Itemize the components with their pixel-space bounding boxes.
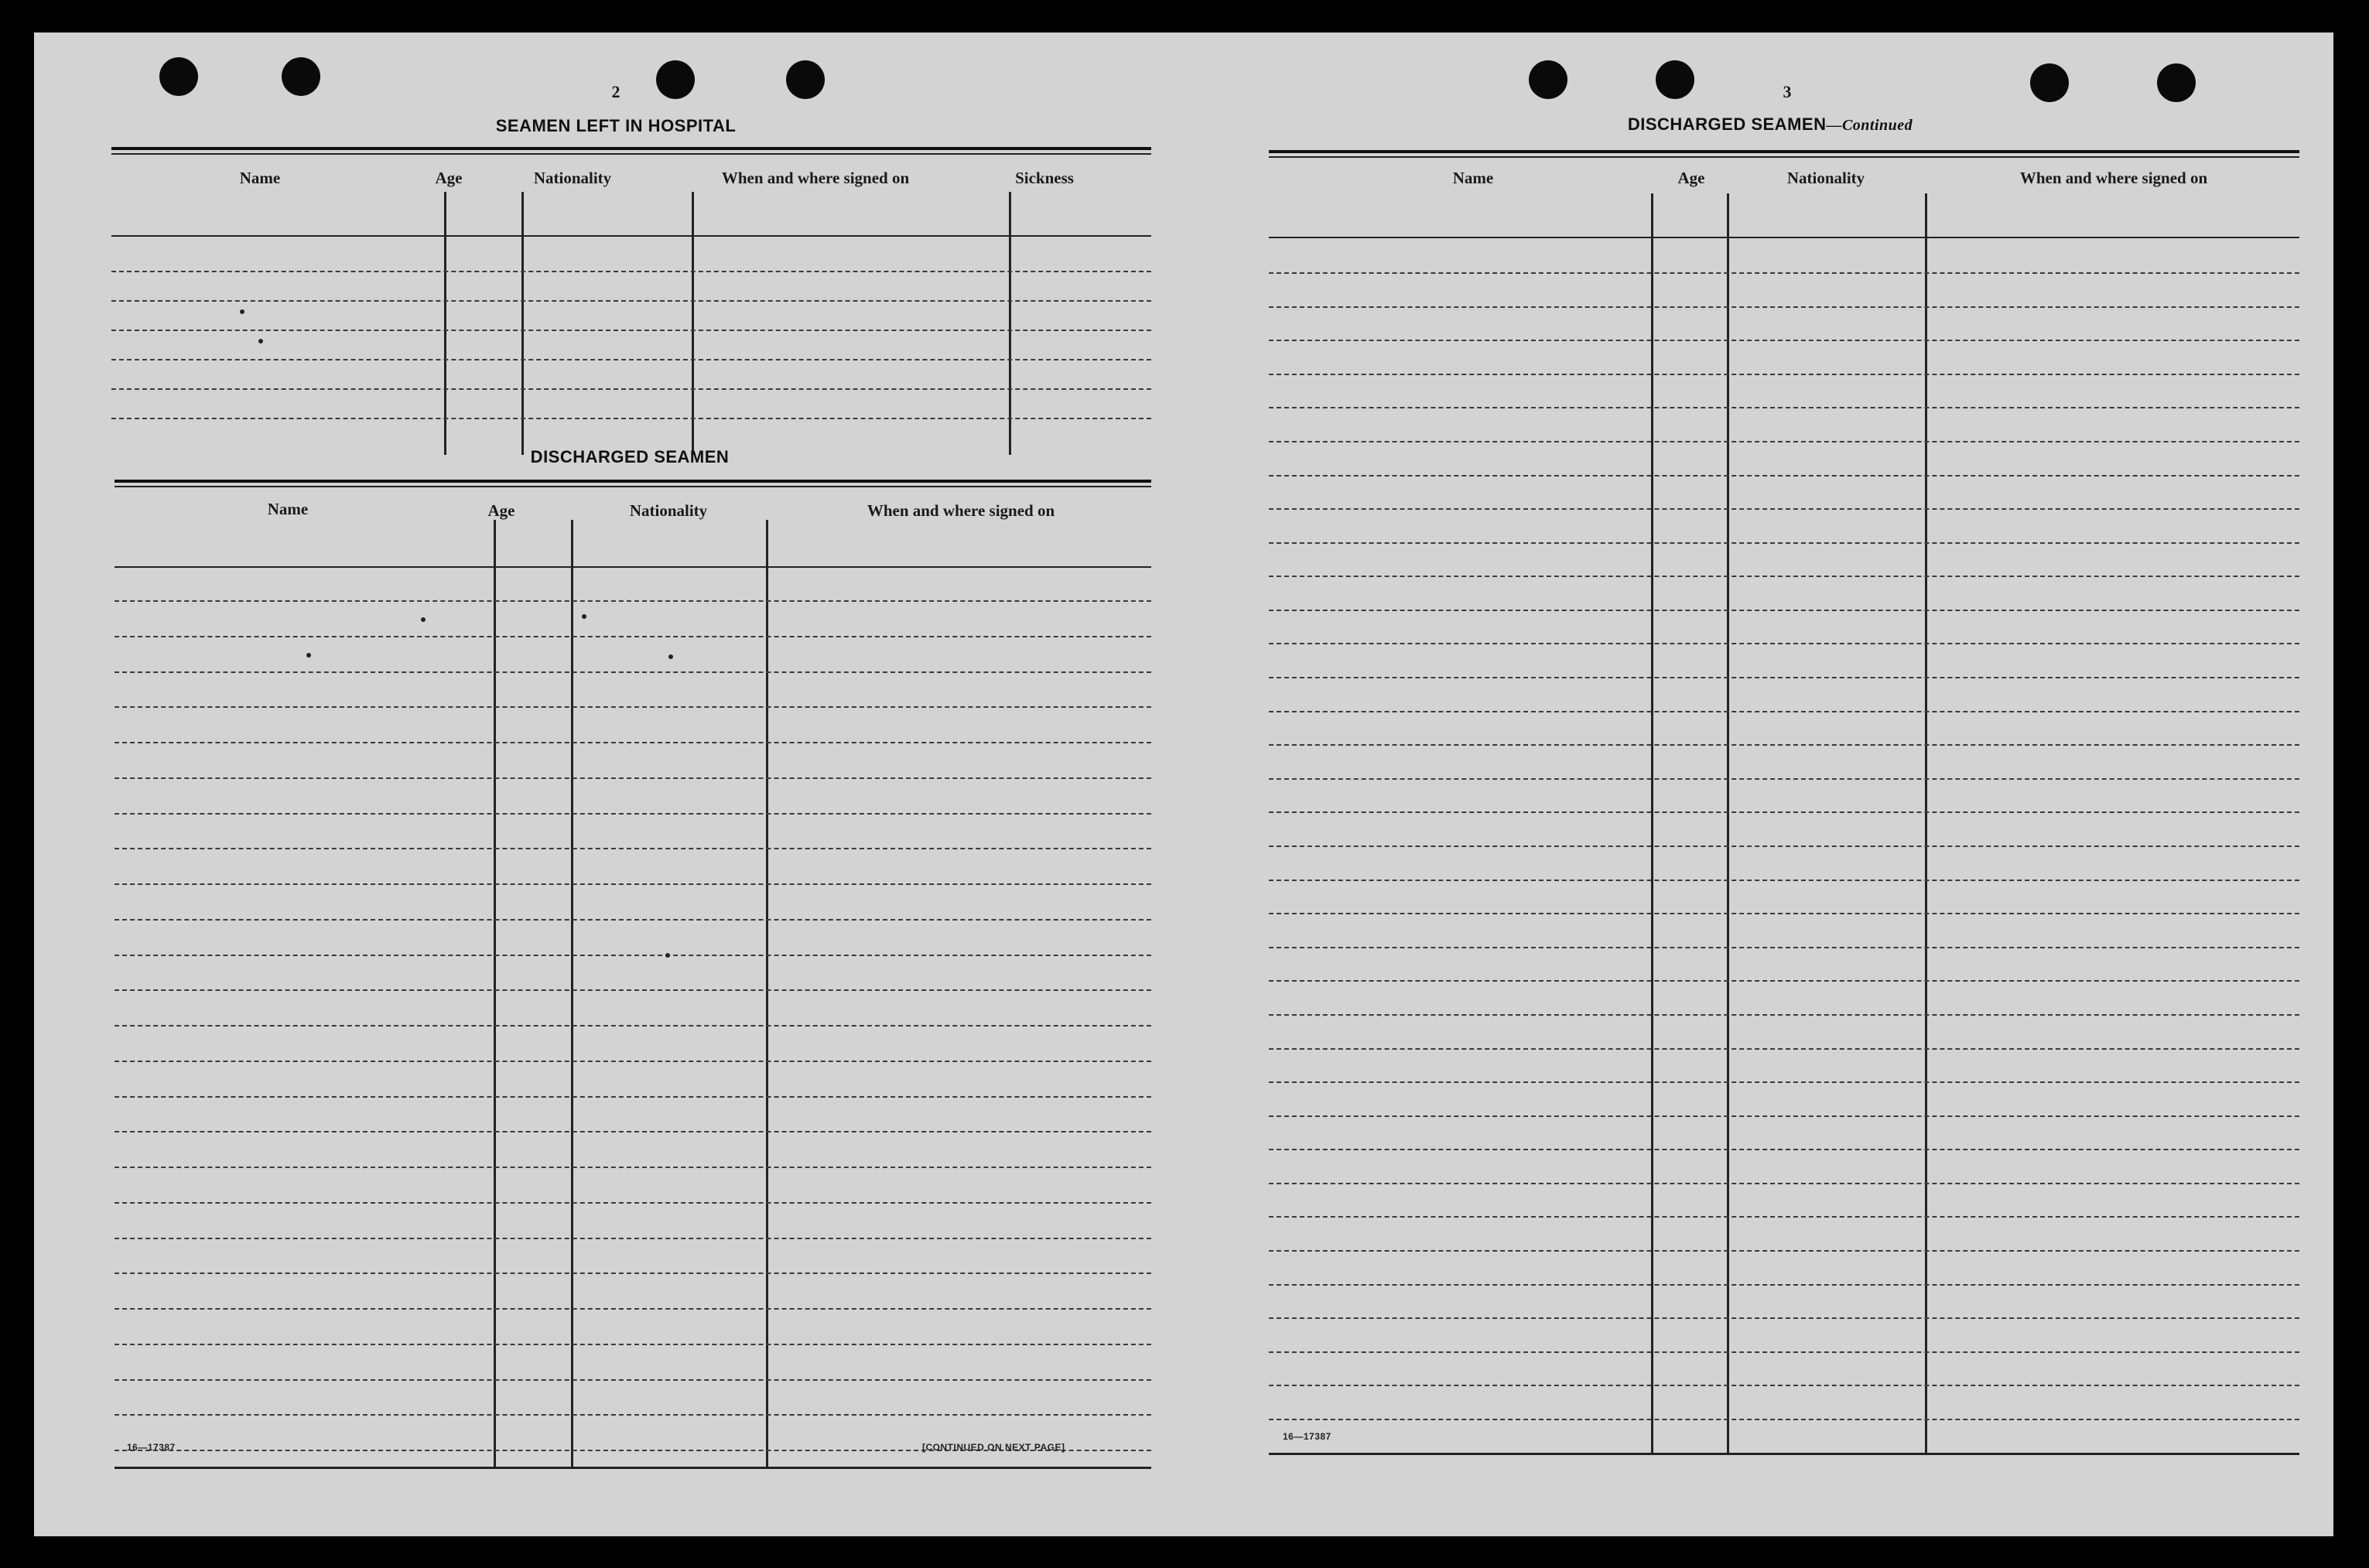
title-main: DISCHARGED SEAMEN (1627, 114, 1827, 134)
table-row (115, 742, 1151, 743)
table-row (1269, 508, 2299, 510)
punch-hole (2157, 63, 2196, 102)
document-sheet (34, 32, 2333, 1536)
table-row (1269, 1317, 2299, 1319)
table-row (1269, 1183, 2299, 1184)
title-suffix: —Continued (1826, 117, 1913, 134)
punch-hole (282, 57, 320, 96)
punch-hole (159, 57, 198, 96)
table-row (1269, 778, 2299, 780)
table-row (115, 848, 1151, 849)
table-row (1269, 1216, 2299, 1218)
table-row (115, 1414, 1151, 1416)
column-header-when-where: When and where signed on (867, 501, 1055, 520)
table-row (115, 919, 1151, 921)
punch-hole (656, 60, 695, 99)
right-page-number: 3 (1783, 82, 1792, 101)
table-row (1269, 913, 2299, 914)
table-row (1269, 811, 2299, 813)
table-row (1269, 1048, 2299, 1050)
table-row (1269, 1351, 2299, 1353)
table-row (1269, 1081, 2299, 1083)
column-header-sickness: Sickness (1015, 169, 1074, 187)
table-row (111, 388, 1151, 390)
punch-hole (1529, 60, 1567, 99)
table-row (115, 1344, 1151, 1345)
table-row (115, 600, 1151, 602)
column-header-when-where: When and where signed on (721, 169, 910, 187)
table-row (115, 706, 1151, 708)
table-row (1269, 306, 2299, 308)
table-row (115, 1167, 1151, 1168)
column-header-nationality: Nationality (629, 501, 708, 520)
pencil-mark (258, 339, 263, 343)
discharged-section-title: DISCHARGED SEAMEN (530, 447, 730, 466)
table-row (111, 271, 1151, 272)
table-row (1269, 677, 2299, 678)
table-row (115, 636, 1151, 637)
table-row (111, 359, 1151, 360)
pencil-mark (665, 953, 670, 958)
table-row (1269, 576, 2299, 577)
table-row (115, 1238, 1151, 1239)
table-row (1269, 610, 2299, 611)
table-row (115, 1202, 1151, 1204)
column-header-age: Age (1677, 169, 1705, 187)
right-form-number: 16—17387 (1283, 1431, 1331, 1442)
column-header-when-where: When and where signed on (2019, 169, 2208, 187)
pencil-mark (240, 309, 244, 314)
column-header-name: Name (1452, 169, 1494, 187)
punch-hole (1656, 60, 1694, 99)
table-row (1269, 1250, 2299, 1252)
table-bottom-rule (115, 1467, 1151, 1469)
discharged-table-left (115, 480, 1151, 1485)
table-row (115, 813, 1151, 815)
table-row (1269, 980, 2299, 982)
column-header-name: Name (267, 500, 309, 518)
table-row (115, 671, 1151, 673)
pencil-mark (582, 614, 586, 619)
table-row (1269, 1115, 2299, 1117)
table-row (115, 1273, 1151, 1274)
hospital-table (111, 147, 1151, 456)
table-row (115, 1379, 1151, 1381)
table-row (115, 1131, 1151, 1132)
table-row (115, 883, 1151, 885)
table-row (1269, 340, 2299, 341)
table-row (1269, 1385, 2299, 1386)
table-row (1269, 374, 2299, 375)
column-header-name: Name (239, 169, 281, 187)
discharged-continued-title (1628, 114, 1913, 135)
table-row (1269, 947, 2299, 948)
table-row (111, 330, 1151, 331)
table-row (1269, 1149, 2299, 1150)
table-row (1269, 1014, 2299, 1016)
table-row (115, 989, 1151, 991)
pencil-mark (668, 654, 673, 659)
left-form-number: 16—17387 (127, 1442, 176, 1453)
pencil-mark (306, 653, 311, 658)
table-bottom-rule (1269, 1453, 2299, 1455)
column-header-age: Age (435, 169, 463, 187)
table-row (1269, 880, 2299, 881)
table-row (1269, 643, 2299, 644)
table-row (1269, 542, 2299, 544)
punch-hole (786, 60, 825, 99)
pencil-mark (421, 617, 426, 622)
table-row (111, 418, 1151, 419)
table-row (1269, 711, 2299, 712)
column-header-nationality: Nationality (1786, 169, 1865, 187)
table-row (1269, 1284, 2299, 1286)
table-row (115, 1308, 1151, 1310)
table-row (115, 955, 1151, 956)
table-row (1269, 272, 2299, 274)
punch-hole (2030, 63, 2069, 102)
hospital-section-title: SEAMEN LEFT IN HOSPITAL (495, 116, 737, 135)
table-row (1269, 744, 2299, 746)
table-row (115, 1061, 1151, 1062)
continued-note: [CONTINUED ON NEXT PAGE] (922, 1442, 1065, 1453)
column-header-nationality: Nationality (533, 169, 612, 187)
column-header-age: Age (487, 501, 515, 520)
table-row (115, 777, 1151, 779)
table-row (111, 300, 1151, 302)
table-row (1269, 845, 2299, 847)
table-row (115, 1096, 1151, 1098)
table-row (1269, 1419, 2299, 1420)
table-row (1269, 441, 2299, 442)
left-page-number: 2 (611, 82, 620, 101)
discharged-table-right (1269, 150, 2299, 1453)
table-row (1269, 475, 2299, 477)
table-row (1269, 407, 2299, 408)
table-row (115, 1025, 1151, 1027)
